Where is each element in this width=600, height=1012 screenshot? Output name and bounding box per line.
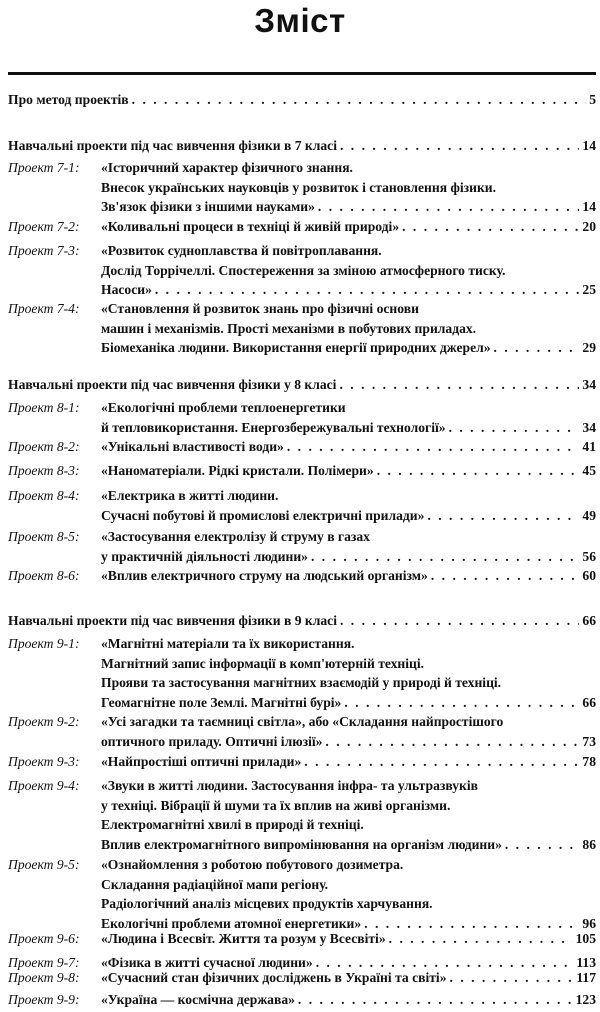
- project-label: Проект 9-6:: [8, 931, 80, 946]
- section-heading-9[interactable]: [8, 611, 596, 631]
- entry-line: Зв'язок фізики з іншими науками»: [101, 199, 315, 215]
- entry-line: «Історичний характер фізичного знання.: [101, 160, 353, 175]
- dot-leader: [505, 835, 580, 855]
- section-heading-7[interactable]: [8, 136, 596, 156]
- page-number: 34: [582, 377, 596, 392]
- entry-line: Біомеханіка людини. Використання енергії природних джерел»: [101, 340, 491, 356]
- toc-entry-9-8[interactable]: [8, 968, 596, 988]
- project-label: Проект 9-5:: [8, 857, 80, 872]
- project-label: Проект 7-1:: [8, 160, 80, 175]
- dot-leader: [450, 968, 574, 988]
- entry-line: Внесок українських науковців у розвиток і становлення фізики.: [101, 179, 497, 195]
- entry-line: «Вплив електричного струму на людський організм»: [101, 568, 428, 583]
- entry-line: Вплив електромагнітного випромінювання на організм людини»: [101, 836, 502, 852]
- page-number: 86: [582, 836, 596, 852]
- page-number: 56: [582, 548, 596, 564]
- entry-line: й тепловикористання. Енергозбережувальні технології»: [101, 419, 446, 435]
- entry-line: «Становлення й розвиток знань про фізичні основи: [101, 301, 419, 316]
- project-label: Проект 7-3:: [8, 243, 80, 258]
- page-number: 105: [575, 931, 596, 946]
- project-label: Проект 8-4:: [8, 488, 80, 503]
- project-label: Проект 8-3:: [8, 463, 80, 478]
- toc-entry-9-1[interactable]: [8, 634, 596, 712]
- dot-leader: [340, 136, 579, 156]
- toc-entry-8-6[interactable]: [8, 566, 596, 586]
- toc-entry-7-3[interactable]: [8, 241, 596, 300]
- project-label: Проект 9-1:: [8, 636, 80, 651]
- page-number: 49: [582, 507, 596, 523]
- dot-leader: [287, 437, 580, 457]
- dot-leader: [340, 611, 579, 631]
- entry-line: Дослід Торрічеллі. Спостереження за зміною атмосферного тиску.: [101, 262, 506, 278]
- dot-leader: [298, 990, 573, 1010]
- project-label: Проект 8-5:: [8, 529, 80, 544]
- entry-line: «Людина і Всесвіт. Життя та розум у Всесвіті»: [101, 931, 386, 946]
- toc-entry-8-5[interactable]: [8, 527, 596, 566]
- dot-leader: [304, 752, 579, 772]
- entry-line: «Розвиток судноплавства й повітроплавання.: [101, 243, 382, 258]
- page-number: 41: [582, 439, 596, 454]
- entry-line: Електромагнітні хвилі в природі й техніці.: [101, 817, 364, 833]
- entry-line: Сучасні побутові й промислові електричні прилади»: [101, 507, 425, 523]
- section-title: Навчальні проекти під час вивчення фізики в 9 класі: [8, 613, 337, 628]
- project-label: Проект 9-8:: [8, 970, 80, 985]
- entry-line: Насоси»: [101, 282, 152, 298]
- toc-entry-7-4[interactable]: [8, 299, 596, 358]
- project-label: Проект 7-2:: [8, 219, 80, 234]
- page-number: 117: [576, 970, 596, 985]
- entry-line: «Застосування електролізу й струму в газах: [101, 529, 370, 544]
- entry-line: «Україна — космічна держава»: [101, 992, 295, 1007]
- toc-entry-9-3[interactable]: [8, 752, 596, 772]
- page-number: 96: [582, 915, 596, 931]
- entry-line: Прояви та застосування магнітних взаємодій у природі й техніці.: [101, 675, 502, 691]
- section-heading-8[interactable]: [8, 375, 596, 395]
- page-number: 29: [582, 340, 596, 356]
- toc-entry-8-1[interactable]: [8, 398, 596, 437]
- page-number: 5: [589, 92, 596, 107]
- project-label: Проект 9-9:: [8, 992, 80, 1007]
- entry-line: «Фізика в житті сучасної людини»: [101, 955, 313, 970]
- page-number: 123: [575, 992, 596, 1007]
- entry-line: «Магнітні матеріали та їх використання.: [101, 636, 355, 651]
- toc-entry-7-2[interactable]: [8, 217, 596, 237]
- page-number: 25: [582, 282, 596, 298]
- page-number: 14: [582, 138, 596, 153]
- entry-line: «Найпростіші оптичні прилади»: [101, 754, 302, 769]
- project-label: Проект 9-4:: [8, 778, 80, 793]
- page-number: 45: [582, 463, 596, 478]
- project-label: Проект 9-7:: [8, 955, 80, 970]
- entry-line: Складання радіаційної мапи регіону.: [101, 876, 329, 892]
- toc-entry-8-2[interactable]: [8, 437, 596, 457]
- dot-leader: [311, 547, 579, 567]
- toc-entry-8-4[interactable]: [8, 486, 596, 525]
- dot-leader: [318, 197, 579, 217]
- entry-title: Про метод проектів: [8, 92, 129, 107]
- entry-line: «Звуки в житті людини. Застосування інфра- та ультразвуків: [101, 778, 478, 793]
- toc-entry-9-5[interactable]: [8, 855, 596, 933]
- entry-line: «Екологічні проблеми теплоенергетики: [101, 400, 346, 415]
- entry-line: Радіологічний аналіз місцевих продуктів харчування.: [101, 896, 433, 912]
- entry-line: Екологічні проблеми атомної енергетики»: [101, 915, 362, 931]
- toc-entry-intro[interactable]: [8, 90, 596, 110]
- page-number: 66: [582, 694, 596, 710]
- section-title: Навчальні проекти під час вивчення фізики у 8 класі: [8, 377, 337, 392]
- dot-leader: [449, 418, 580, 438]
- dot-leader: [344, 693, 579, 713]
- page-number: 73: [582, 733, 596, 749]
- entry-line: «Сучасний стан фізичних досліджень в Україні та світі»: [101, 970, 447, 985]
- dot-leader: [494, 338, 580, 358]
- entry-line: «Електрика в житті людини.: [101, 488, 279, 503]
- entry-line: «Унікальні властивості води»: [101, 439, 284, 454]
- toc-entry-7-1[interactable]: [8, 158, 596, 217]
- toc-entry-9-6[interactable]: [8, 929, 596, 949]
- entry-line: Геомагнітне поле Землі. Магнітні бурі»: [101, 694, 342, 710]
- entry-line: Магнітний запис інформації в комп'ютерній техніці.: [101, 655, 425, 671]
- project-label: Проект 8-6:: [8, 568, 80, 583]
- page-number: 66: [582, 613, 596, 628]
- entry-line: «Коливальні процеси в техніці й живій природі»: [101, 219, 400, 234]
- page-number: 78: [582, 754, 596, 769]
- section-title: Навчальні проекти під час вивчення фізики в 7 класі: [8, 138, 337, 153]
- entry-line: машин і механізмів. Прості механізми в побутових приладах.: [101, 320, 477, 336]
- dot-leader: [132, 90, 587, 110]
- top-rule: [8, 72, 596, 75]
- dot-leader: [325, 732, 579, 752]
- entry-line: «Ознайомлення з роботою побутового дозиметра.: [101, 857, 404, 872]
- project-label: Проект 9-2:: [8, 714, 80, 729]
- dot-leader: [155, 280, 580, 300]
- toc-entry-9-9[interactable]: [8, 990, 596, 1010]
- toc-entry-9-4[interactable]: [8, 776, 596, 854]
- dot-leader: [402, 217, 579, 237]
- dot-leader: [427, 506, 579, 526]
- page-number: 113: [576, 955, 596, 970]
- toc-entry-8-3[interactable]: [8, 461, 596, 481]
- page-number: 20: [582, 219, 596, 234]
- project-label: Проект 7-4:: [8, 301, 80, 316]
- page-number: 14: [582, 199, 596, 215]
- project-label: Проект 9-3:: [8, 754, 80, 769]
- page-title: Зміст: [254, 2, 346, 39]
- entry-line: у практичній діяльності людини»: [101, 548, 308, 564]
- page-number: 60: [582, 568, 596, 583]
- entry-line: «Усі загадки та таємниці світла», або «Складання найпростішого: [101, 714, 504, 729]
- dot-leader: [389, 929, 573, 949]
- dot-leader: [377, 461, 580, 481]
- entry-line: оптичного приладу. Оптичні ілюзії»: [101, 733, 323, 749]
- entry-line: у техніці. Вібрації й шуми та їх вплив на живі організми.: [101, 797, 451, 813]
- entry-line: «Наноматеріали. Рідкі кристали. Полімери»: [101, 463, 374, 478]
- project-label: Проект 8-1:: [8, 400, 80, 415]
- page-number: 34: [582, 419, 596, 435]
- project-label: Проект 8-2:: [8, 439, 80, 454]
- dot-leader: [431, 566, 580, 586]
- toc-entry-9-2[interactable]: [8, 712, 596, 751]
- dot-leader: [339, 375, 579, 395]
